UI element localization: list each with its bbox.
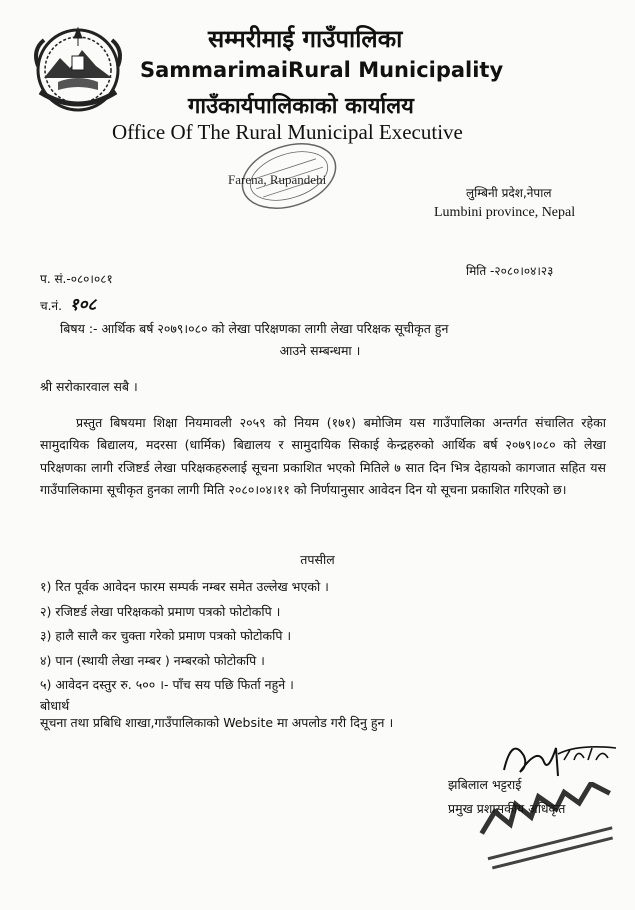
province-np: लुम्बिनी प्रदेश,नेपाल: [466, 186, 552, 200]
notice-line: सूचना तथा प्रबिधि शाखा,गाउँपालिकाको Website मा अपलोड गरी दिनु हुन ।: [40, 715, 394, 730]
chalani-handwritten: १०८: [69, 295, 97, 315]
list-item: ४) पान (स्थायी लेखा नम्बर ) नम्बरको फोटोकपि ।: [40, 652, 265, 668]
body-paragraph: [40, 412, 606, 502]
municipality-name-en: SammarimaiRural Municipality: [140, 58, 504, 82]
subject-line-2: आउने सम्बन्धमा ।: [279, 343, 361, 358]
municipality-name-np: सम्मरीमाई गाउँपालिका: [208, 24, 403, 53]
body-text: प्रस्तुत बिषयमा शिक्षा नियमावली २०५९ को नियम (१७१) बमोजिम यस गाउँपालिका अन्तर्गत संचालित रहेका सामुदायिक बिद्यालय, मदरसा (धार्मिक) बिद्यालय र सामुदायिक सिकाई केन्द्रहरुको आर्थिक बर्ष २०७९।०८० को लेखा परिक्षणका लागी रजिष्टर्ड लेखा परिक्षकहरुलाई सूचना प्रकाशित भएको मितिले ७ सात दिन भित्र देहायको कागजात सहित यस गाउँपालिकामा सूचीकृत हुनका लागी मिति २०८०।०४।११ को निर्णयानुसार आवेदन दिन यो सूचना प्रकाशित गरिएको छ।: [40, 415, 606, 498]
office-address: Farena, Rupandehi: [228, 172, 327, 187]
signatory-name: झबिलाल भट्टराई: [448, 777, 522, 792]
list-item: २) रजिष्टर्ड लेखा परिक्षकको प्रमाण पत्रको फोटोकपि ।: [40, 603, 281, 619]
signatory-seal-stamp: [460, 782, 630, 872]
chalani-number: [40, 292, 96, 315]
list-item: ५) आवेदन दस्तुर रु. ५०० ।- पाँच सय पछि फिर्ता नहुने ।: [40, 677, 294, 692]
office-name-en: Office Of The Rural Municipal Executive: [112, 120, 463, 144]
signatory-title: प्रमुख प्रशासकीय अधिकृत: [448, 801, 566, 816]
patra-sankhya: प. सं.-०८०।०८१: [40, 272, 113, 286]
nepal-emblem-logo: [28, 20, 128, 116]
letter-date: मिति -२०८०।०४।२३: [466, 264, 554, 278]
list-item: ३) हालै सालै कर चुक्ता गरेको प्रमाण पत्रको फोटोकपि ।: [40, 628, 292, 643]
bodharth-label: बोधार्थ: [40, 698, 70, 713]
subject: [60, 318, 600, 362]
subject-line-1: बिषय :- आर्थिक बर्ष २०७९।०८० को लेखा परिक्षणका लागी लेखा परिक्षक सूचीकृत हुन: [60, 321, 449, 336]
requirements-list: [40, 575, 329, 698]
chalani-label: च.नं.: [40, 299, 62, 313]
salutation: श्री सरोकारवाल सबै ।: [40, 379, 138, 394]
list-item: १) रित पूर्वक आवेदन फारम सम्पर्क नम्बर समेत उल्लेख भएको ।: [40, 579, 329, 594]
tapsil-heading: तपसील: [300, 552, 335, 567]
province-en: Lumbini province, Nepal: [434, 205, 576, 220]
office-name-np: गाउँकार्यपालिकाको कार्यालय: [188, 93, 414, 119]
